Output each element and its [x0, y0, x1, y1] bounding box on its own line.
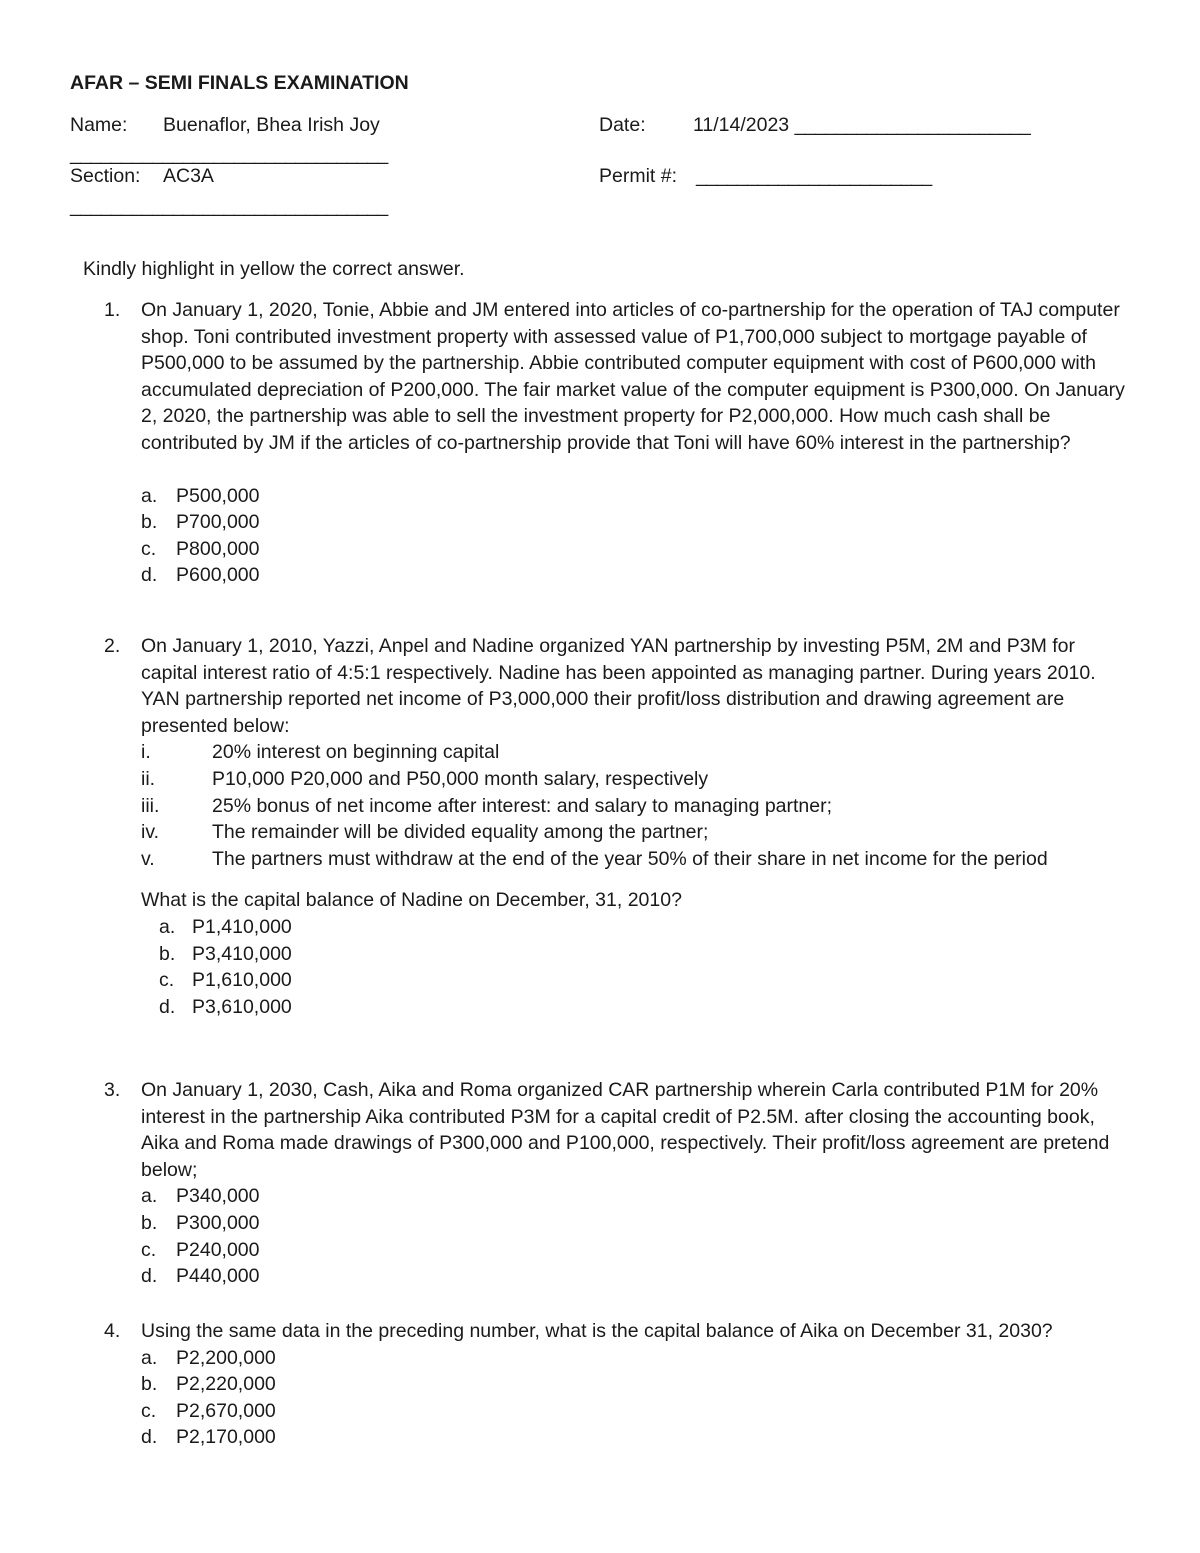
- question-1: [104, 297, 1134, 589]
- section-label: Section:: [70, 165, 141, 187]
- option-letter: b.: [141, 1211, 158, 1234]
- name-rule: _______________________________: [70, 143, 388, 165]
- question-3: [104, 1077, 1134, 1290]
- option-letter: b.: [159, 942, 176, 965]
- option-value: P340,000: [176, 1185, 260, 1208]
- option-letter: a.: [159, 915, 176, 938]
- item-numeral: i.: [141, 741, 151, 764]
- answer-options: [159, 914, 1134, 1020]
- permit-rule: _______________________: [696, 165, 932, 187]
- question-number: 3.: [104, 1079, 121, 1101]
- option-value: P2,670,000: [176, 1399, 276, 1422]
- option-a[interactable]: [141, 1183, 1134, 1210]
- option-value: P600,000: [176, 564, 260, 587]
- option-c[interactable]: [159, 967, 1134, 994]
- option-letter: c.: [141, 1399, 157, 1422]
- name-label: Name:: [70, 114, 128, 136]
- section-value: AC3A: [163, 165, 214, 187]
- item-text: P10,000 P20,000 and P50,000 month salary, respectively: [212, 767, 709, 790]
- option-value: P800,000: [176, 537, 260, 560]
- option-letter: c.: [141, 1238, 157, 1261]
- option-value: P1,410,000: [192, 915, 292, 938]
- option-a[interactable]: [141, 483, 1134, 510]
- question-text: On January 1, 2010, Yazzi, Anpel and Nadine organized YAN partnership by investing P5M, 2M and P3M for capital interest ratio of 4:5:1 respectively. Nadine has been appointed as managing partner. During years 2010. YAN partnership reported net income of P3,000,000 their profit/loss distribution and drawing agreement are presented below:: [141, 635, 1096, 737]
- permit-label: Permit #:: [599, 165, 678, 187]
- option-d[interactable]: [159, 994, 1134, 1021]
- item-text: The remainder will be divided equality among the partner;: [212, 821, 709, 844]
- question-number: 4.: [104, 1320, 121, 1342]
- question-text: On January 1, 2020, Tonie, Abbie and JM entered into articles of co-partnership for the operation of TAJ computer shop. Toni contributed investment property with assessed value of P1,700,000 subject to mortgage payable of P500,000 to be assumed by the partnership. Abbie contributed computer equipment with cost of P600,000 with accumulated depreciation of P200,000. The fair market value of the computer equipment is P300,000. On January 2, 2020, the partnership was able to sell the investment property for P2,000,000. How much cash shall be contributed by JM if the articles of co-partnership provide that Toni will have 60% interest in the partnership?: [141, 299, 1125, 454]
- question-2: [104, 633, 1134, 1020]
- option-value: P3,410,000: [192, 942, 292, 965]
- option-letter: c.: [141, 537, 157, 560]
- item-text: 20% interest on beginning capital: [212, 741, 500, 764]
- option-b[interactable]: [141, 509, 1134, 536]
- item-numeral: iv.: [141, 821, 160, 844]
- option-value: P440,000: [176, 1265, 260, 1288]
- option-value: P2,170,000: [176, 1426, 276, 1449]
- option-letter: a.: [141, 484, 158, 507]
- option-value: P500,000: [176, 484, 260, 507]
- question-prompt: What is the capital balance of Nadine on December, 31, 2010?: [141, 889, 682, 912]
- option-value: P2,200,000: [176, 1346, 276, 1369]
- option-c[interactable]: [141, 536, 1134, 563]
- name-value: Buenaflor, Bhea Irish Joy: [163, 114, 380, 136]
- option-letter: d.: [159, 995, 176, 1018]
- option-letter: b.: [141, 511, 158, 534]
- permit-field: [599, 163, 932, 190]
- agreement-item: [141, 793, 1134, 820]
- option-letter: c.: [159, 969, 175, 992]
- option-c[interactable]: [141, 1237, 1134, 1264]
- item-numeral: v.: [141, 847, 155, 870]
- option-value: P240,000: [176, 1238, 260, 1261]
- option-d[interactable]: [141, 562, 1134, 589]
- agreement-item: [141, 739, 1134, 766]
- question-number: 2.: [104, 635, 121, 657]
- question-number: 1.: [104, 299, 121, 321]
- option-d[interactable]: [141, 1263, 1134, 1290]
- section-rule: _______________________________: [70, 195, 388, 217]
- item-text: The partners must withdraw at the end of the year 50% of their share in net income for the period: [212, 847, 1048, 870]
- name-field: [70, 112, 380, 139]
- option-b[interactable]: [141, 1210, 1134, 1237]
- option-value: P700,000: [176, 511, 260, 534]
- answer-options: [141, 1345, 1134, 1451]
- option-b[interactable]: [141, 1371, 1134, 1398]
- option-b[interactable]: [159, 941, 1134, 968]
- agreement-item: [141, 846, 1134, 873]
- option-d[interactable]: [141, 1424, 1134, 1451]
- option-letter: d.: [141, 1265, 158, 1288]
- agreement-item: [141, 819, 1134, 846]
- option-c[interactable]: [141, 1398, 1134, 1425]
- answer-options: [141, 483, 1134, 589]
- date-label: Date:: [599, 114, 646, 136]
- option-letter: b.: [141, 1373, 158, 1396]
- date-field: [599, 112, 1030, 139]
- section-field: [70, 163, 214, 190]
- item-numeral: iii.: [141, 794, 160, 817]
- question-4: [104, 1318, 1134, 1451]
- agreement-item: [141, 766, 1134, 793]
- option-a[interactable]: [141, 1345, 1134, 1372]
- exam-title: AFAR – SEMI FINALS EXAMINATION: [70, 72, 409, 94]
- answer-options: [141, 1183, 1134, 1289]
- option-value: P2,220,000: [176, 1373, 276, 1396]
- option-value: P1,610,000: [192, 969, 292, 992]
- date-value: 11/14/2023: [693, 114, 790, 136]
- option-letter: d.: [141, 1426, 158, 1449]
- option-letter: a.: [141, 1185, 158, 1208]
- item-numeral: ii.: [141, 767, 156, 790]
- option-a[interactable]: [159, 914, 1134, 941]
- question-text: Using the same data in the preceding number, what is the capital balance of Aika on December 31, 2030?: [141, 1320, 1053, 1342]
- date-rule: _______________________: [794, 114, 1031, 136]
- instruction-text: Kindly highlight in yellow the correct answer.: [83, 258, 465, 280]
- option-value: P300,000: [176, 1211, 260, 1234]
- option-letter: d.: [141, 564, 158, 587]
- question-text: On January 1, 2030, Cash, Aika and Roma organized CAR partnership wherein Carla contributed P1M for 20% interest in the partnership Aika contributed P3M for a capital credit of P2.5M. after closing the accounting book, Aika and Roma made drawings of P300,000 and P100,000, respectively. Their profit/loss agreement are pretend below;: [141, 1079, 1110, 1181]
- option-letter: a.: [141, 1346, 158, 1369]
- item-text: 25% bonus of net income after interest: and salary to managing partner;: [212, 794, 833, 817]
- option-value: P3,610,000: [192, 995, 292, 1018]
